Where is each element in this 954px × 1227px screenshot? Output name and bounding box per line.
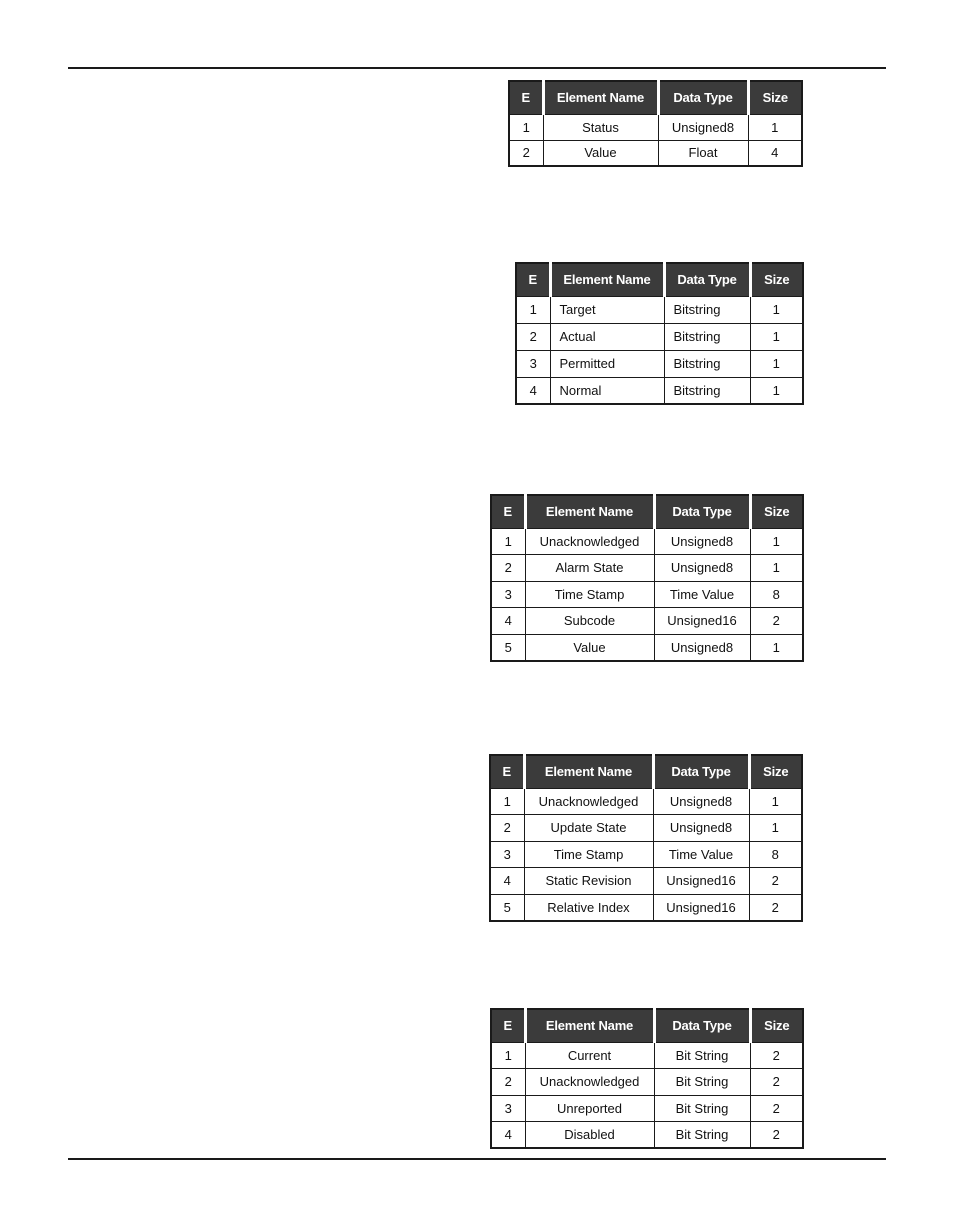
table-header-row	[516, 263, 803, 296]
header-rule	[68, 67, 886, 69]
cell-size: 2	[750, 1122, 803, 1149]
table-row	[490, 815, 802, 842]
cell-size: 2	[750, 608, 803, 635]
header-data-type: Data Type	[654, 1009, 750, 1042]
cell-size: 1	[750, 350, 803, 377]
cell-e: 5	[490, 894, 524, 921]
cell-data-type: Unsigned8	[654, 555, 750, 582]
table-row	[516, 377, 803, 404]
cell-element-name: Unacknowledged	[524, 788, 653, 815]
cell-e: 4	[516, 377, 550, 404]
cell-data-type: Unsigned16	[654, 608, 750, 635]
header-data-type: Data Type	[654, 495, 750, 528]
cell-element-name: Unacknowledged	[525, 528, 654, 555]
header-data-type: Data Type	[664, 263, 750, 296]
header-e: E	[491, 1009, 525, 1042]
cell-size: 8	[749, 841, 802, 868]
cell-size: 2	[749, 894, 802, 921]
cell-element-name: Normal	[550, 377, 664, 404]
cell-size: 8	[750, 581, 803, 608]
cell-e: 5	[491, 634, 525, 661]
cell-element-name: Subcode	[525, 608, 654, 635]
cell-element-name: Update State	[524, 815, 653, 842]
cell-data-type: Bit String	[654, 1122, 750, 1149]
cell-size: 1	[750, 634, 803, 661]
cell-data-type: Unsigned8	[653, 815, 749, 842]
table-row	[491, 1122, 803, 1149]
header-size: Size	[749, 755, 802, 788]
cell-data-type: Bit String	[654, 1095, 750, 1122]
cell-element-name: Time Stamp	[525, 581, 654, 608]
cell-e: 3	[491, 581, 525, 608]
cell-data-type: Time Value	[654, 581, 750, 608]
cell-e: 1	[490, 788, 524, 815]
cell-e: 4	[490, 868, 524, 895]
cell-element-name: Status	[543, 114, 658, 140]
header-size: Size	[750, 495, 803, 528]
cell-e: 1	[491, 528, 525, 555]
cell-e: 1	[509, 114, 543, 140]
header-element-name: Element Name	[543, 81, 658, 114]
table-row	[516, 323, 803, 350]
cell-element-name: Value	[525, 634, 654, 661]
table-row	[491, 555, 803, 582]
table-row	[516, 296, 803, 323]
data-table-2	[515, 262, 804, 405]
cell-data-type: Unsigned8	[653, 788, 749, 815]
cell-size: 1	[750, 555, 803, 582]
table-row	[490, 841, 802, 868]
table-row	[491, 634, 803, 661]
cell-size: 1	[750, 377, 803, 404]
cell-e: 3	[491, 1095, 525, 1122]
header-size: Size	[748, 81, 802, 114]
table-header-row	[490, 755, 802, 788]
cell-e: 3	[490, 841, 524, 868]
data-table-5	[490, 1008, 804, 1149]
table-header-row	[491, 1009, 803, 1042]
table-row	[509, 114, 802, 140]
table-row	[491, 528, 803, 555]
header-element-name: Element Name	[524, 755, 653, 788]
cell-data-type: Bit String	[654, 1042, 750, 1069]
cell-element-name: Alarm State	[525, 555, 654, 582]
header-element-name: Element Name	[525, 1009, 654, 1042]
header-data-type: Data Type	[653, 755, 749, 788]
cell-size: 4	[748, 140, 802, 166]
table-row	[491, 1095, 803, 1122]
cell-data-type: Bitstring	[664, 296, 750, 323]
cell-e: 4	[491, 608, 525, 635]
cell-data-type: Bitstring	[664, 323, 750, 350]
cell-size: 2	[749, 868, 802, 895]
footer-rule	[68, 1158, 886, 1160]
header-data-type: Data Type	[658, 81, 748, 114]
table-row	[491, 581, 803, 608]
cell-element-name: Unacknowledged	[525, 1069, 654, 1096]
table-header-row	[491, 495, 803, 528]
table-row	[516, 350, 803, 377]
header-size: Size	[750, 263, 803, 296]
table-row	[491, 1069, 803, 1096]
cell-data-type: Time Value	[653, 841, 749, 868]
cell-size: 1	[750, 296, 803, 323]
cell-e: 4	[491, 1122, 525, 1149]
table-row	[509, 140, 802, 166]
data-table-3	[490, 494, 804, 662]
cell-data-type: Unsigned16	[653, 894, 749, 921]
cell-element-name: Target	[550, 296, 664, 323]
header-e: E	[490, 755, 524, 788]
cell-element-name: Value	[543, 140, 658, 166]
cell-data-type: Unsigned8	[654, 528, 750, 555]
cell-e: 2	[491, 555, 525, 582]
cell-data-type: Bitstring	[664, 377, 750, 404]
cell-element-name: Unreported	[525, 1095, 654, 1122]
table-row	[490, 868, 802, 895]
cell-size: 1	[748, 114, 802, 140]
cell-size: 2	[750, 1042, 803, 1069]
cell-size: 1	[750, 323, 803, 350]
cell-e: 1	[491, 1042, 525, 1069]
cell-size: 1	[750, 528, 803, 555]
cell-e: 2	[490, 815, 524, 842]
data-table-4	[489, 754, 803, 922]
table-header-row	[509, 81, 802, 114]
cell-data-type: Bit String	[654, 1069, 750, 1096]
cell-data-type: Bitstring	[664, 350, 750, 377]
header-e: E	[491, 495, 525, 528]
cell-e: 3	[516, 350, 550, 377]
cell-data-type: Float	[658, 140, 748, 166]
table-row	[491, 1042, 803, 1069]
table-row	[490, 788, 802, 815]
cell-size: 1	[749, 788, 802, 815]
cell-element-name: Static Revision	[524, 868, 653, 895]
header-e: E	[509, 81, 543, 114]
header-element-name: Element Name	[525, 495, 654, 528]
header-element-name: Element Name	[550, 263, 664, 296]
header-e: E	[516, 263, 550, 296]
cell-element-name: Permitted	[550, 350, 664, 377]
cell-e: 1	[516, 296, 550, 323]
cell-e: 2	[491, 1069, 525, 1096]
table-row	[490, 894, 802, 921]
cell-data-type: Unsigned8	[654, 634, 750, 661]
cell-element-name: Relative Index	[524, 894, 653, 921]
cell-element-name: Time Stamp	[524, 841, 653, 868]
cell-size: 1	[749, 815, 802, 842]
cell-data-type: Unsigned8	[658, 114, 748, 140]
cell-size: 2	[750, 1095, 803, 1122]
cell-element-name: Actual	[550, 323, 664, 350]
cell-element-name: Disabled	[525, 1122, 654, 1149]
cell-size: 2	[750, 1069, 803, 1096]
data-table-1	[508, 80, 803, 167]
table-row	[491, 608, 803, 635]
cell-e: 2	[516, 323, 550, 350]
cell-element-name: Current	[525, 1042, 654, 1069]
header-size: Size	[750, 1009, 803, 1042]
cell-e: 2	[509, 140, 543, 166]
cell-data-type: Unsigned16	[653, 868, 749, 895]
